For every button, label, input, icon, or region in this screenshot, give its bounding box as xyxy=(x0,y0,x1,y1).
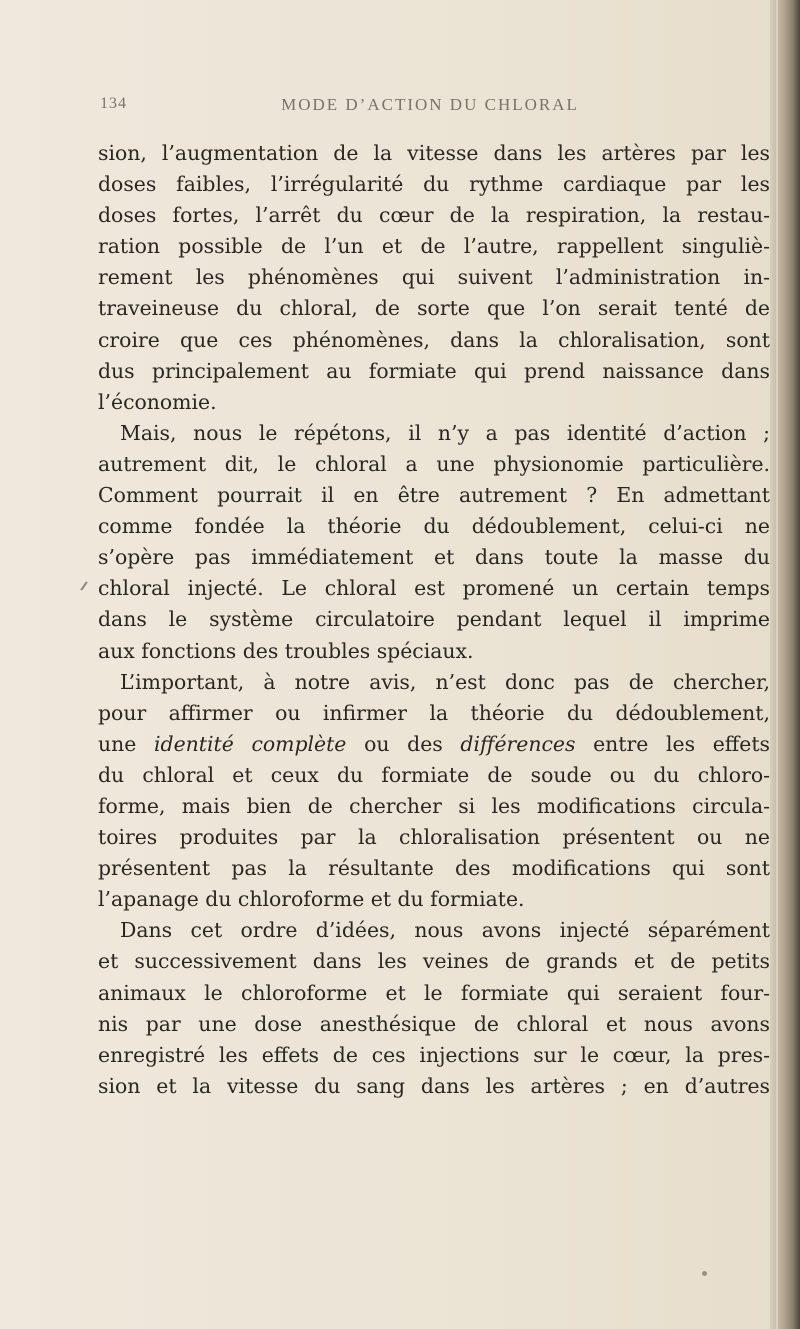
text-line: autrement dit, le chloral a une physionomie particulière. xyxy=(98,451,770,476)
ink-speck xyxy=(702,1271,707,1276)
text-line: présentent pas la résultante des modifications qui sont xyxy=(98,856,770,881)
text-line xyxy=(98,729,770,760)
text-line: l’apanage du chloroforme et du formiate. xyxy=(98,887,525,912)
running-head: MODE D’ACTION DU CHLORAL xyxy=(281,95,579,114)
text-line: toires produites par la chloralisation présentent ou ne xyxy=(98,825,770,850)
text-line: sion, l’augmentation de la vitesse dans les artères par les xyxy=(98,141,770,165)
text-line: s’opère pas immédiatement et dans toute la masse du xyxy=(98,545,770,570)
text-line: dus principalement au formiate qui prend naissance dans xyxy=(98,358,770,383)
text-line: enregistré les effets de ces injections sur le cœur, la pres- xyxy=(98,1042,770,1067)
text-line: nis par une dose anesthésique de chloral et nous avons xyxy=(98,1011,770,1036)
italic-phrase: identité complète xyxy=(154,731,347,756)
page-number: 134 xyxy=(100,95,127,112)
text-line: et successivement dans les veines de grands et de petits xyxy=(98,949,770,974)
text-line: Comment pourrait il en être autrement ? En admettant xyxy=(98,483,770,508)
text-segment: entre les effets xyxy=(575,731,770,756)
page-edge-shadow xyxy=(770,0,800,1329)
text-line: doses fortes, l’arrêt du cœur de la respiration, la restau- xyxy=(98,203,770,228)
text-line: comme fondée la théorie du dédoublement, celui-ci ne xyxy=(98,514,770,539)
text-line: animaux le chloroforme et le formiate qui seraient four- xyxy=(98,980,770,1005)
text-line: croire que ces phénomènes, dans la chloralisation, sont xyxy=(98,327,770,352)
text-line: rement les phénomènes qui suivent l’administration in- xyxy=(98,265,770,290)
page-header xyxy=(100,95,760,125)
text-line: du chloral et ceux du formiate de soude ou du chloro- xyxy=(98,762,770,787)
text-line: dans le système circulatoire pendant lequel il imprime xyxy=(98,607,770,632)
text-line: sion et la vitesse du sang dans les artères ; en d’autres xyxy=(98,1073,770,1098)
text-segment: une xyxy=(98,731,155,756)
body-text xyxy=(98,138,770,1102)
text-line: aux fonctions des troubles spéciaux. xyxy=(98,638,474,663)
text-line: L’important, à notre avis, n’est donc pas de chercher, xyxy=(120,669,770,694)
text-line: pour affirmer ou infirmer la théorie du dédoublement, xyxy=(98,700,770,725)
text-line: Dans cet ordre d’idées, nous avons injecté séparément xyxy=(120,918,770,943)
text-line: Mais, nous le répétons, il n’y a pas identité d’action ; xyxy=(120,420,770,445)
margin-mark xyxy=(80,581,87,590)
text-line: l’économie. xyxy=(98,389,217,414)
text-line: traveineuse du chloral, de sorte que l’on serait tenté de xyxy=(98,296,770,321)
text-line: doses faibles, l’irrégularité du rythme cardiaque par les xyxy=(98,172,770,197)
text-segment: ou des xyxy=(346,731,461,756)
italic-phrase: différences xyxy=(460,731,576,756)
text-line: ration possible de l’un et de l’autre, rappellent singuliè- xyxy=(98,234,770,259)
text-line: chloral injecté. Le chloral est promené un certain temps xyxy=(98,576,770,601)
text-line: forme, mais bien de chercher si les modifications circula- xyxy=(98,793,770,818)
